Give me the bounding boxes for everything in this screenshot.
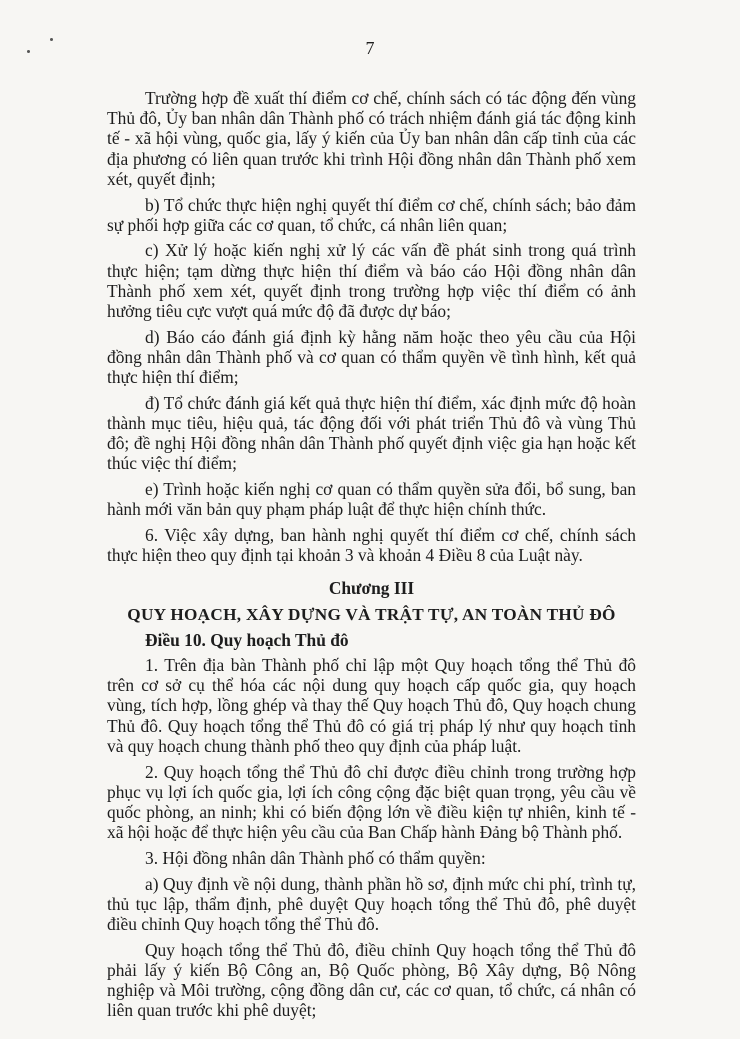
paragraph-clause-3: 3. Hội đồng nhân dân Thành phố có thẩm quyền:	[145, 847, 486, 868]
paragraph-item-d: d) Báo cáo đánh giá định kỳ hằng năm hoặc theo yêu cầu của Hội đồng nhân dân Thành phố và cơ quan có thẩm quyền về tình hình, kết quả thực hiện thí điểm;	[107, 326, 636, 388]
paragraph-item-dd: đ) Tổ chức đánh giá kết quả thực hiện thí điểm, xác định mức độ hoàn thành mục tiêu, hiệu quả, tác động đối với phát triển Thủ đô và vùng Thủ đô; đề nghị Hội đồng nhân dân Thành phố quyết định việc gia hạn hoặc kết thúc việc thí điểm;	[107, 392, 636, 474]
document-body	[107, 88, 636, 1026]
paragraph-pilot-impact: Trường hợp đề xuất thí điểm cơ chế, chính sách có tác động đến vùng Thủ đô, Ủy ban nhân dân Thành phố có trách nhiệm đánh giá tác động kinh tế - xã hội vùng, quốc gia, lấy ý kiến của Ủy ban nhân dân cấp tỉnh của các địa phương có liên quan trước khi trình Hội đồng nhân dân Thành phố xem xét, quyết định;	[107, 88, 636, 189]
page-number: 7	[365, 38, 375, 58]
paragraph-clause-6: 6. Việc xây dựng, ban hành nghị quyết thí điểm cơ chế, chính sách thực hiện theo quy định tại khoản 3 và khoản 4 Điều 8 của Luật này.	[107, 525, 636, 566]
paragraph-item-b: b) Tổ chức thực hiện nghị quyết thí điểm cơ chế, chính sách; bảo đảm sự phối hợp giữa các cơ quan, tổ chức, cá nhân liên quan;	[107, 194, 636, 235]
chapter-heading: Chương III	[328, 578, 415, 599]
article-heading: Điều 10. Quy hoạch Thủ đô	[145, 629, 349, 650]
paragraph-item-e: e) Trình hoặc kiến nghị cơ quan có thẩm quyền sửa đổi, bổ sung, ban hành mới văn bản quy phạm pháp luật để thực hiện chính thức.	[107, 479, 636, 520]
paragraph-clause-1: 1. Trên địa bàn Thành phố chỉ lập một Quy hoạch tổng thể Thủ đô trên cơ sở cụ thể hóa các nội dung quy hoạch cấp quốc gia, quy hoạch vùng, tích hợp, lồng ghép và thay thế Quy hoạch Thủ đô, Quy hoạch chung Thủ đô. Quy hoạch tổng thể Thủ đô có giá trị pháp lý như quy hoạch tỉnh và quy hoạch chung thành phố theo quy định của pháp luật.	[107, 655, 636, 756]
paragraph-item-c: c) Xử lý hoặc kiến nghị xử lý các vấn đề phát sinh trong quá trình thực hiện; tạm dừng thực hiện thí điểm và báo cáo Hội đồng nhân dân Thành phố xem xét, quyết định trong trường hợp việc thí điểm có ảnh hưởng tiêu cực vượt quá mức độ đã được dự báo;	[107, 240, 636, 322]
paragraph-clause-3-a: a) Quy định về nội dung, thành phần hồ sơ, định mức chi phí, trình tự, thủ tục lập, thẩm định, phê duyệt Quy hoạch tổng thể Thủ đô, phê duyệt điều chỉnh Quy hoạch tổng thể Thủ đô.	[107, 873, 636, 935]
chapter-title: QUY HOẠCH, XÂY DỰNG VÀ TRẬT TỰ, AN TOÀN THỦ ĐÔ	[127, 604, 616, 624]
paragraph-consultation: Quy hoạch tổng thể Thủ đô, điều chỉnh Quy hoạch tổng thể Thủ đô phải lấy ý kiến Bộ Công an, Bộ Quốc phòng, Bộ Xây dựng, Bộ Nông nghiệp và Môi trường, cộng đồng dân cư, các cơ quan, tổ chức, cá nhân có liên quan trước khi phê duyệt;	[107, 939, 636, 1021]
paragraph-clause-2: 2. Quy hoạch tổng thể Thủ đô chỉ được điều chỉnh trong trường hợp phục vụ lợi ích quốc gia, lợi ích công cộng đặc biệt quan trọng, yêu cầu về quốc phòng, an ninh; khi có biến động lớn về điều kiện tự nhiên, kinh tế - xã hội hoặc để thực hiện yêu cầu của Ban Chấp hành Đảng bộ Thành phố.	[107, 761, 636, 843]
